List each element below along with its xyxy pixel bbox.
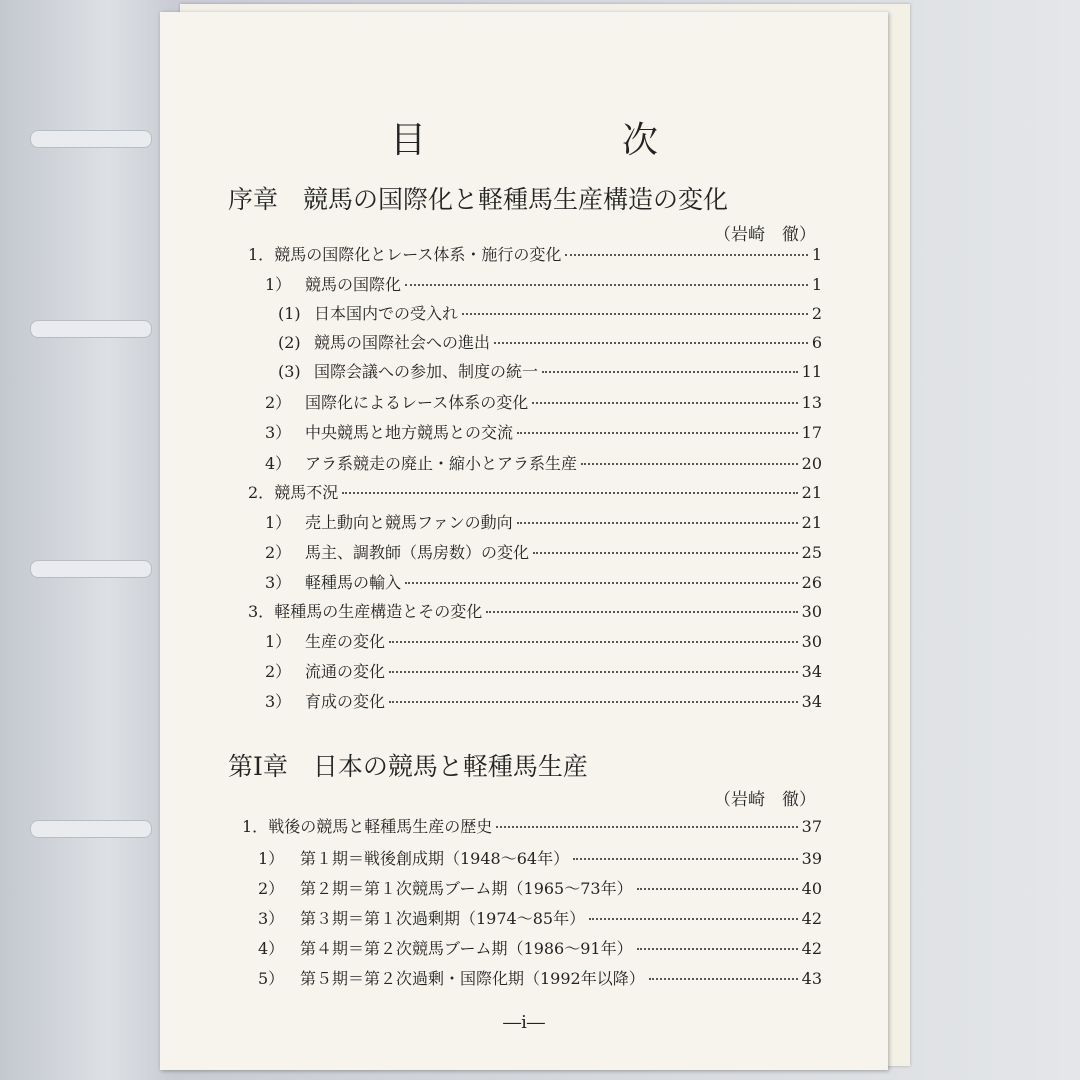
leader-dots	[573, 858, 798, 860]
entry-number: 2）	[265, 662, 292, 681]
entry-label: 第１期＝戦後創成期（1948～64年）	[300, 849, 570, 868]
toc-entry	[258, 876, 822, 898]
leader-dots	[389, 671, 798, 673]
entry-number: 3）	[258, 909, 285, 928]
leader-dots	[581, 463, 798, 465]
toc-entry	[278, 330, 822, 352]
chapter-author: （岩崎 徹）	[714, 225, 816, 245]
page-title: 目 次	[389, 120, 738, 161]
entry-number: 3）	[265, 423, 292, 442]
entry-page: 11	[801, 362, 822, 381]
toc-entry	[265, 540, 822, 562]
entry-page: 17	[801, 423, 822, 442]
entry-number: 1）	[265, 275, 292, 294]
entry-number: 1）	[265, 513, 292, 532]
entry-page: 26	[801, 573, 822, 592]
entry-label: 競馬の国際社会への進出	[314, 333, 491, 352]
toc-entry	[258, 906, 822, 928]
leader-dots	[462, 313, 808, 315]
toc-entry	[248, 480, 822, 502]
entry-page: 34	[801, 692, 822, 711]
chapter-heading: 第Ⅰ章 日本の競馬と軽種馬生産	[228, 752, 588, 781]
entry-label: 国際会議への参加、制度の統一	[314, 362, 539, 381]
entry-label: 日本国内での受入れ	[314, 304, 459, 323]
entry-label: 第５期＝第２次過剰・国際化期（1992年以降）	[300, 969, 645, 988]
binder-ring	[30, 130, 152, 148]
leader-dots	[486, 611, 797, 613]
leader-dots	[342, 492, 797, 494]
entry-page: 21	[801, 483, 822, 502]
toc-entry	[265, 570, 822, 592]
toc-entry	[242, 814, 822, 836]
page-number: ―ⅰ―	[503, 1012, 545, 1033]
toc-entry	[258, 966, 822, 988]
entry-label: 軽種馬の輸入	[305, 573, 402, 592]
entry-number: 2）	[265, 543, 292, 562]
toc-entry	[278, 301, 822, 323]
entry-page: 20	[801, 454, 822, 473]
leader-dots	[532, 402, 797, 404]
entry-label: 第４期＝第２次競馬ブーム期（1986～91年）	[300, 939, 633, 958]
entry-number: 3）	[265, 692, 292, 711]
entry-page: 43	[801, 969, 822, 988]
entry-page: 13	[801, 393, 822, 412]
toc-entry	[265, 689, 822, 711]
leader-dots	[496, 826, 797, 828]
binder-ring	[30, 560, 152, 578]
toc-entry	[265, 510, 822, 532]
entry-number: 1．	[248, 245, 275, 264]
leader-dots	[389, 701, 798, 703]
entry-number: (3)	[278, 362, 301, 381]
leader-dots	[405, 582, 798, 584]
toc-entry	[265, 420, 822, 442]
toc-entry	[258, 846, 822, 868]
toc-entry	[248, 599, 822, 621]
entry-page: 40	[801, 879, 822, 898]
leader-dots	[589, 918, 798, 920]
entry-page: 25	[801, 543, 822, 562]
entry-number: 4）	[265, 454, 292, 473]
entry-number: 3）	[265, 573, 292, 592]
entry-label: 馬主、調教師（馬房数）の変化	[305, 543, 530, 562]
entry-number: 3．	[248, 602, 275, 621]
toc-entry	[265, 659, 822, 681]
binder-ring	[30, 320, 152, 338]
entry-number: (1)	[278, 304, 301, 323]
entry-label: 戦後の競馬と軽種馬生産の歴史	[268, 817, 493, 836]
entry-label: 中央競馬と地方競馬との交流	[305, 423, 514, 442]
entry-page: 30	[801, 632, 822, 651]
toc-page	[160, 12, 888, 1070]
entry-number: 2）	[265, 393, 292, 412]
leader-dots	[517, 522, 798, 524]
entry-label: 競馬不況	[274, 483, 339, 502]
entry-number: 4）	[258, 939, 285, 958]
entry-number: 5）	[258, 969, 285, 988]
chapter-heading: 序章 競馬の国際化と軽種馬生産構造の変化	[228, 185, 729, 214]
leader-dots	[405, 284, 808, 286]
leader-dots	[517, 432, 798, 434]
entry-page: 39	[801, 849, 822, 868]
entry-page: 1	[811, 245, 822, 264]
entry-label: 生産の変化	[305, 632, 386, 651]
entry-page: 42	[801, 909, 822, 928]
chapter-author: （岩崎 徹）	[714, 790, 816, 810]
toc-entry	[278, 359, 822, 381]
entry-label: 売上動向と競馬ファンの動向	[305, 513, 513, 532]
entry-number: (2)	[278, 333, 301, 352]
entry-number: 1）	[265, 632, 292, 651]
entry-label: 競馬の国際化とレース体系・施行の変化	[274, 245, 562, 264]
toc-entry	[265, 390, 822, 412]
entry-number: 2．	[248, 483, 275, 502]
leader-dots	[637, 948, 798, 950]
entry-label: 競馬の国際化	[305, 275, 402, 294]
entry-label: 国際化によるレース体系の変化	[305, 393, 529, 412]
entry-number: 1．	[242, 817, 269, 836]
entry-number: 1）	[258, 849, 285, 868]
leader-dots	[533, 552, 798, 554]
entry-page: 2	[811, 304, 822, 323]
entry-page: 37	[801, 817, 822, 836]
entry-page: 34	[801, 662, 822, 681]
leader-dots	[649, 978, 798, 980]
entry-label: 軽種馬の生産構造とその変化	[274, 602, 483, 621]
leader-dots	[637, 888, 798, 890]
entry-page: 21	[801, 513, 822, 532]
entry-number: 2）	[258, 879, 285, 898]
entry-page: 30	[801, 602, 822, 621]
toc-entry	[248, 242, 822, 264]
leader-dots	[565, 254, 807, 256]
toc-entry	[258, 936, 822, 958]
leader-dots	[494, 342, 808, 344]
toc-entry	[265, 629, 822, 651]
entry-label: 育成の変化	[305, 692, 386, 711]
entry-label: アラ系競走の廃止・縮小とアラ系生産	[305, 454, 578, 473]
entry-label: 第３期＝第１次過剰期（1974～85年）	[300, 909, 586, 928]
leader-dots	[542, 371, 798, 373]
entry-label: 第２期＝第１次競馬ブーム期（1965～73年）	[300, 879, 633, 898]
leader-dots	[389, 641, 798, 643]
entry-label: 流通の変化	[305, 662, 386, 681]
entry-page: 42	[801, 939, 822, 958]
toc-entry	[265, 451, 822, 473]
entry-page: 1	[811, 275, 822, 294]
binder-ring	[30, 820, 152, 838]
toc-entry	[265, 272, 822, 294]
entry-page: 6	[811, 333, 822, 352]
